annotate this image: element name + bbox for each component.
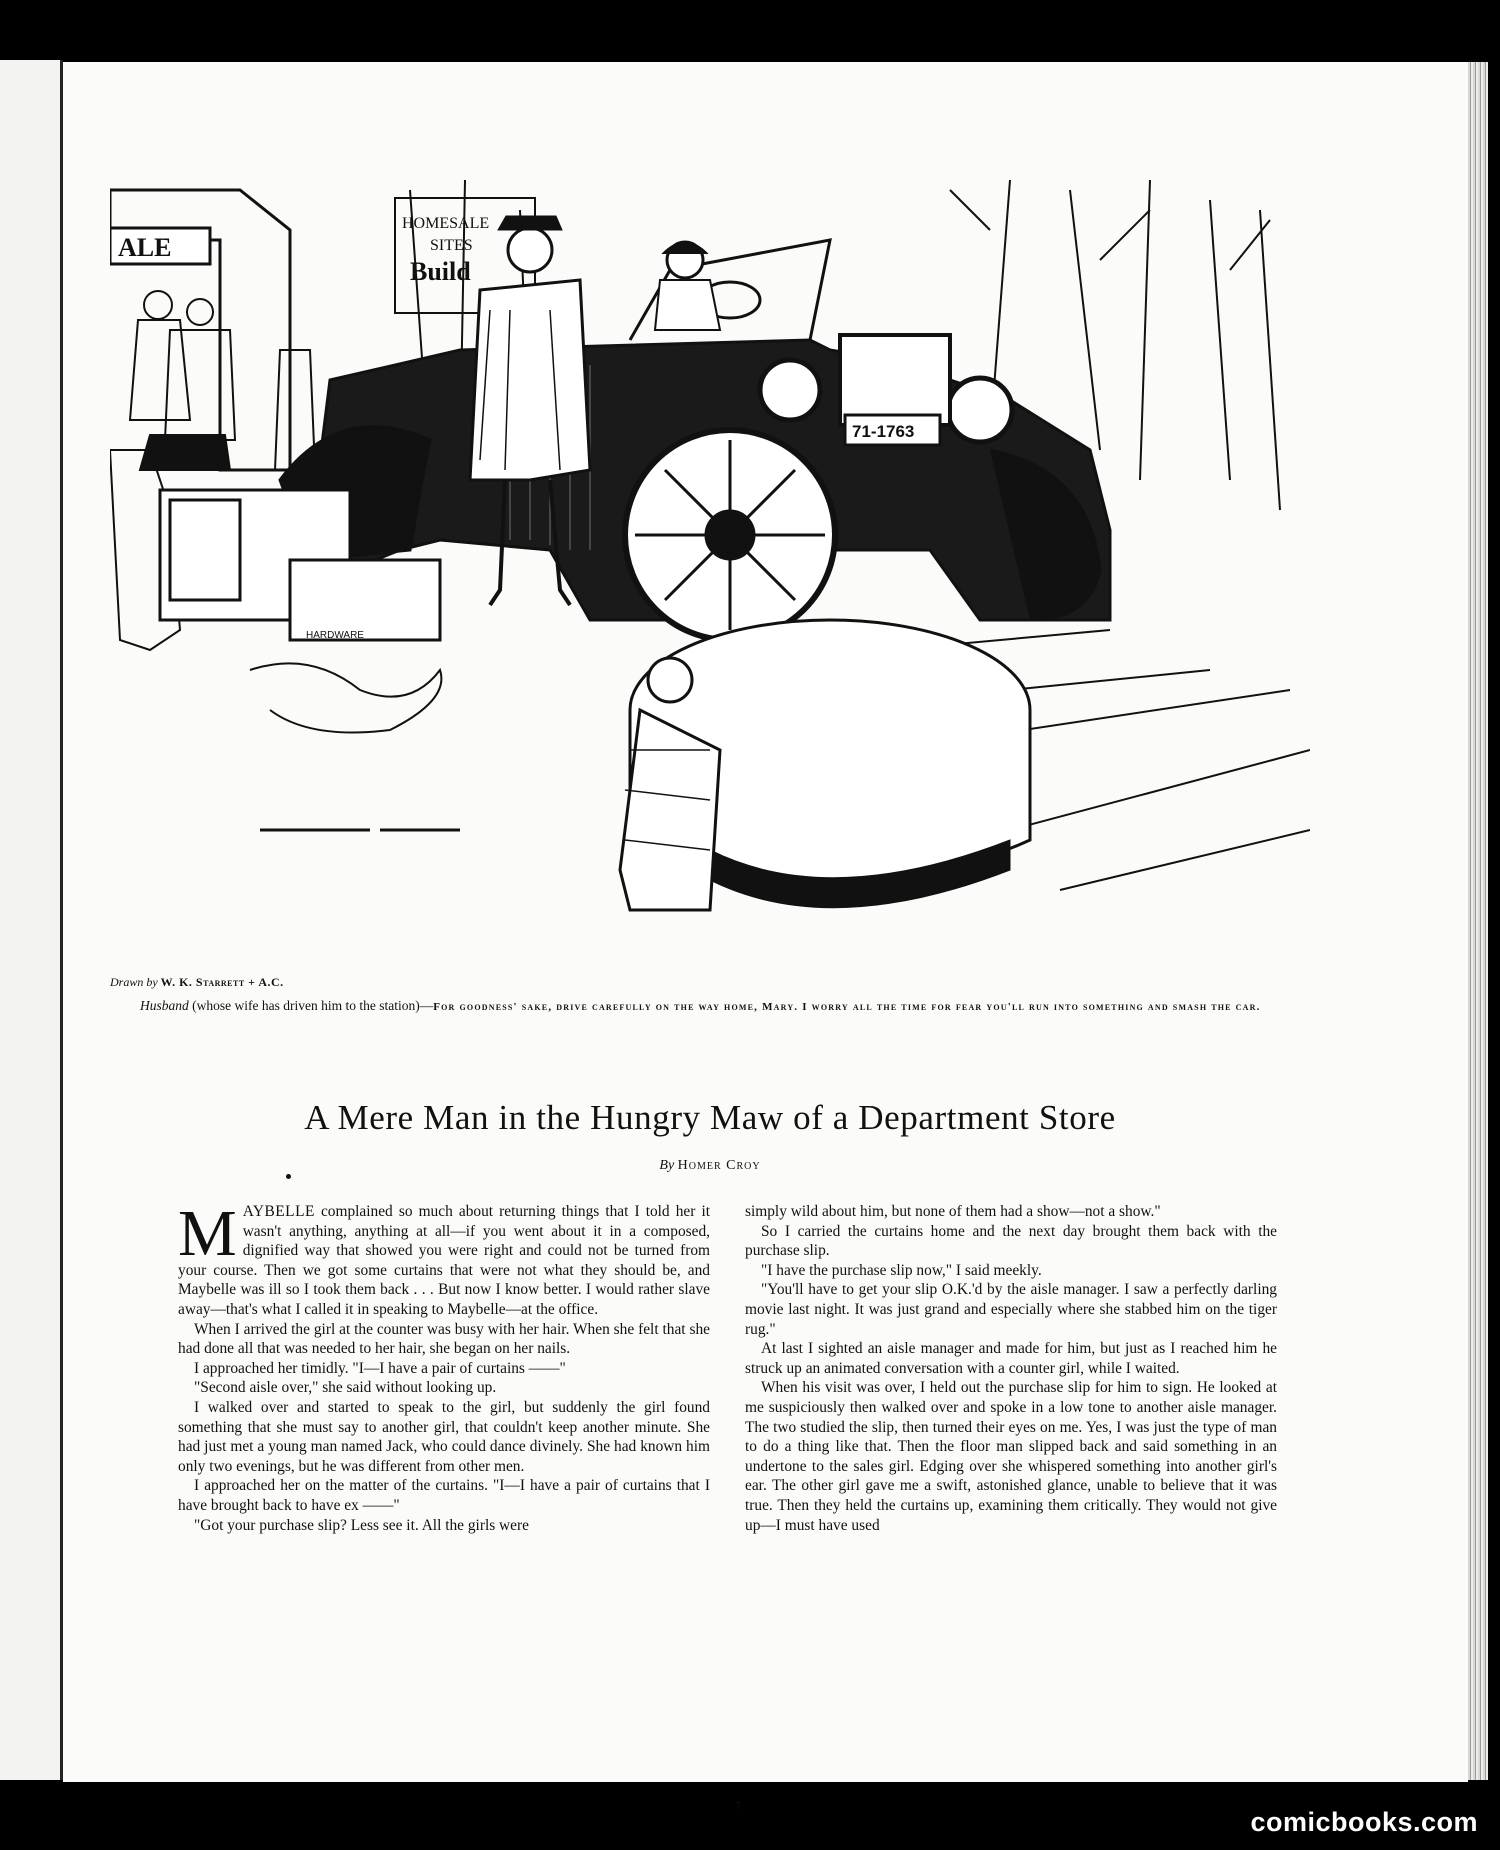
car-illustration: [110, 150, 1310, 972]
dog-and-stone: [620, 620, 1030, 910]
article-column-left: [178, 1197, 710, 1535]
byline-author: Homer Croy: [677, 1158, 761, 1173]
paragraph: simply wild about him, but none of them had a show—not a show.": [745, 1203, 1161, 1220]
paragraph: So I carried the curtains home and the next day brought them back with the purchase slip.: [745, 1222, 1277, 1260]
wife-figure: [655, 242, 720, 330]
lead-word: AYBELLE: [242, 1203, 315, 1220]
paragraph: I approached her timidly. "I—I have a pair of curtains ——": [194, 1359, 566, 1377]
paragraph: When I arrived the girl at the counter was busy with her hair. When she felt that she had done all that was needed to her hair, she began on her nails.: [178, 1320, 710, 1358]
page-stack-edge: [1468, 62, 1488, 1780]
illustration-caption: [140, 996, 1290, 1017]
page-number: 7: [735, 1800, 741, 1812]
byline: [110, 1158, 1310, 1174]
site-watermark: comicbooks.com: [1250, 1807, 1478, 1837]
background-people: [130, 291, 315, 470]
stray-ink-dot: [286, 1174, 291, 1179]
paragraph: I walked over and started to speak to the girl, but suddenly the girl found something that she must say to another girl, that couldn't keep another minute. She had just met a young man named Jack, who could dance divinely. She had known him only two evenings, but he was different from other men.: [178, 1398, 710, 1475]
paragraph: At last I sighted an aisle manager and made for him, but just as I reached him he struck up an animated conversation with a counter girl, while I waited.: [745, 1340, 1277, 1377]
left-page-edge: [0, 60, 63, 1780]
svg-text:HARDWARE: HARDWARE: [306, 630, 364, 641]
svg-text:HOMESALE: HOMESALE: [402, 215, 490, 232]
article-column-right: [745, 1202, 1277, 1535]
svg-text:71-1763: 71-1763: [852, 422, 915, 441]
paragraph: "You'll have to get your slip O.K.'d by the aisle manager. I saw a perfectly darling movie last night. It was just grand and especially where she stabbed him on the tiger rug.": [745, 1281, 1277, 1338]
svg-text:Build: Build: [410, 257, 471, 286]
byline-prefix: By: [659, 1158, 675, 1173]
paragraph: "I have the purchase slip now," I said meekly.: [761, 1261, 1042, 1279]
puddle-squiggle: [250, 663, 441, 732]
paragraph: MAYBELLE complained so much about returning things that I told her it wasn't anything, anything at all—if you went about it in a composed, dignified way that showed you were right and could not be turned from your course. Then we got some curtains that were not what they should be, and Maybelle was ill so I took them back . . . But now I know better. I would rather slave away—that's what I called it in speaking to Maybelle—at the office.: [178, 1197, 710, 1318]
credit-artist: W. K. Starrett + A.C.: [160, 975, 284, 989]
svg-text:SITES: SITES: [430, 237, 473, 254]
illustration-credit: [110, 975, 284, 990]
paragraph: I approached her on the matter of the curtains. "I—I have a pair of curtains that I have brought back to have ex ——": [178, 1477, 710, 1514]
paragraph: "Got your purchase slip? Less see it. All the girls were: [194, 1516, 529, 1534]
drop-cap: M: [178, 1197, 237, 1270]
caption-speaker: Husband: [140, 998, 189, 1013]
article-title: A Mere Man in the Hungry Maw of a Department Store: [304, 1098, 1116, 1137]
paragraph: "Second aisle over," she said without looking up.: [194, 1379, 497, 1397]
caption-aside: (whose wife has driven him to the station)—: [192, 998, 434, 1013]
sale-sign-text: ALE: [118, 233, 172, 262]
caption-quote: For goodness' sake, drive carefully on the way home, Mary. I worry all the time for fear you'll run into something and smash the car.: [433, 1001, 1261, 1013]
credit-prefix: Drawn by: [110, 975, 158, 989]
paragraph: When his visit was over, I held out the purchase slip for him to sign. He looked at me suspiciously then walked over and spoke in a low tone to another aisle manager. The two studied the slip, then turned their eyes on me. Yes, I was just the type of man to do a thing like that. Then the floor man slipped back and said something in an undertone to the sales girl. Edging over she whispered something into another girl's ear. The other girl gave me a swift, astonished glance, unable to believe that it was true. Then they held the curtains up, examining them critically. They would not give up—I must have used: [745, 1379, 1277, 1534]
